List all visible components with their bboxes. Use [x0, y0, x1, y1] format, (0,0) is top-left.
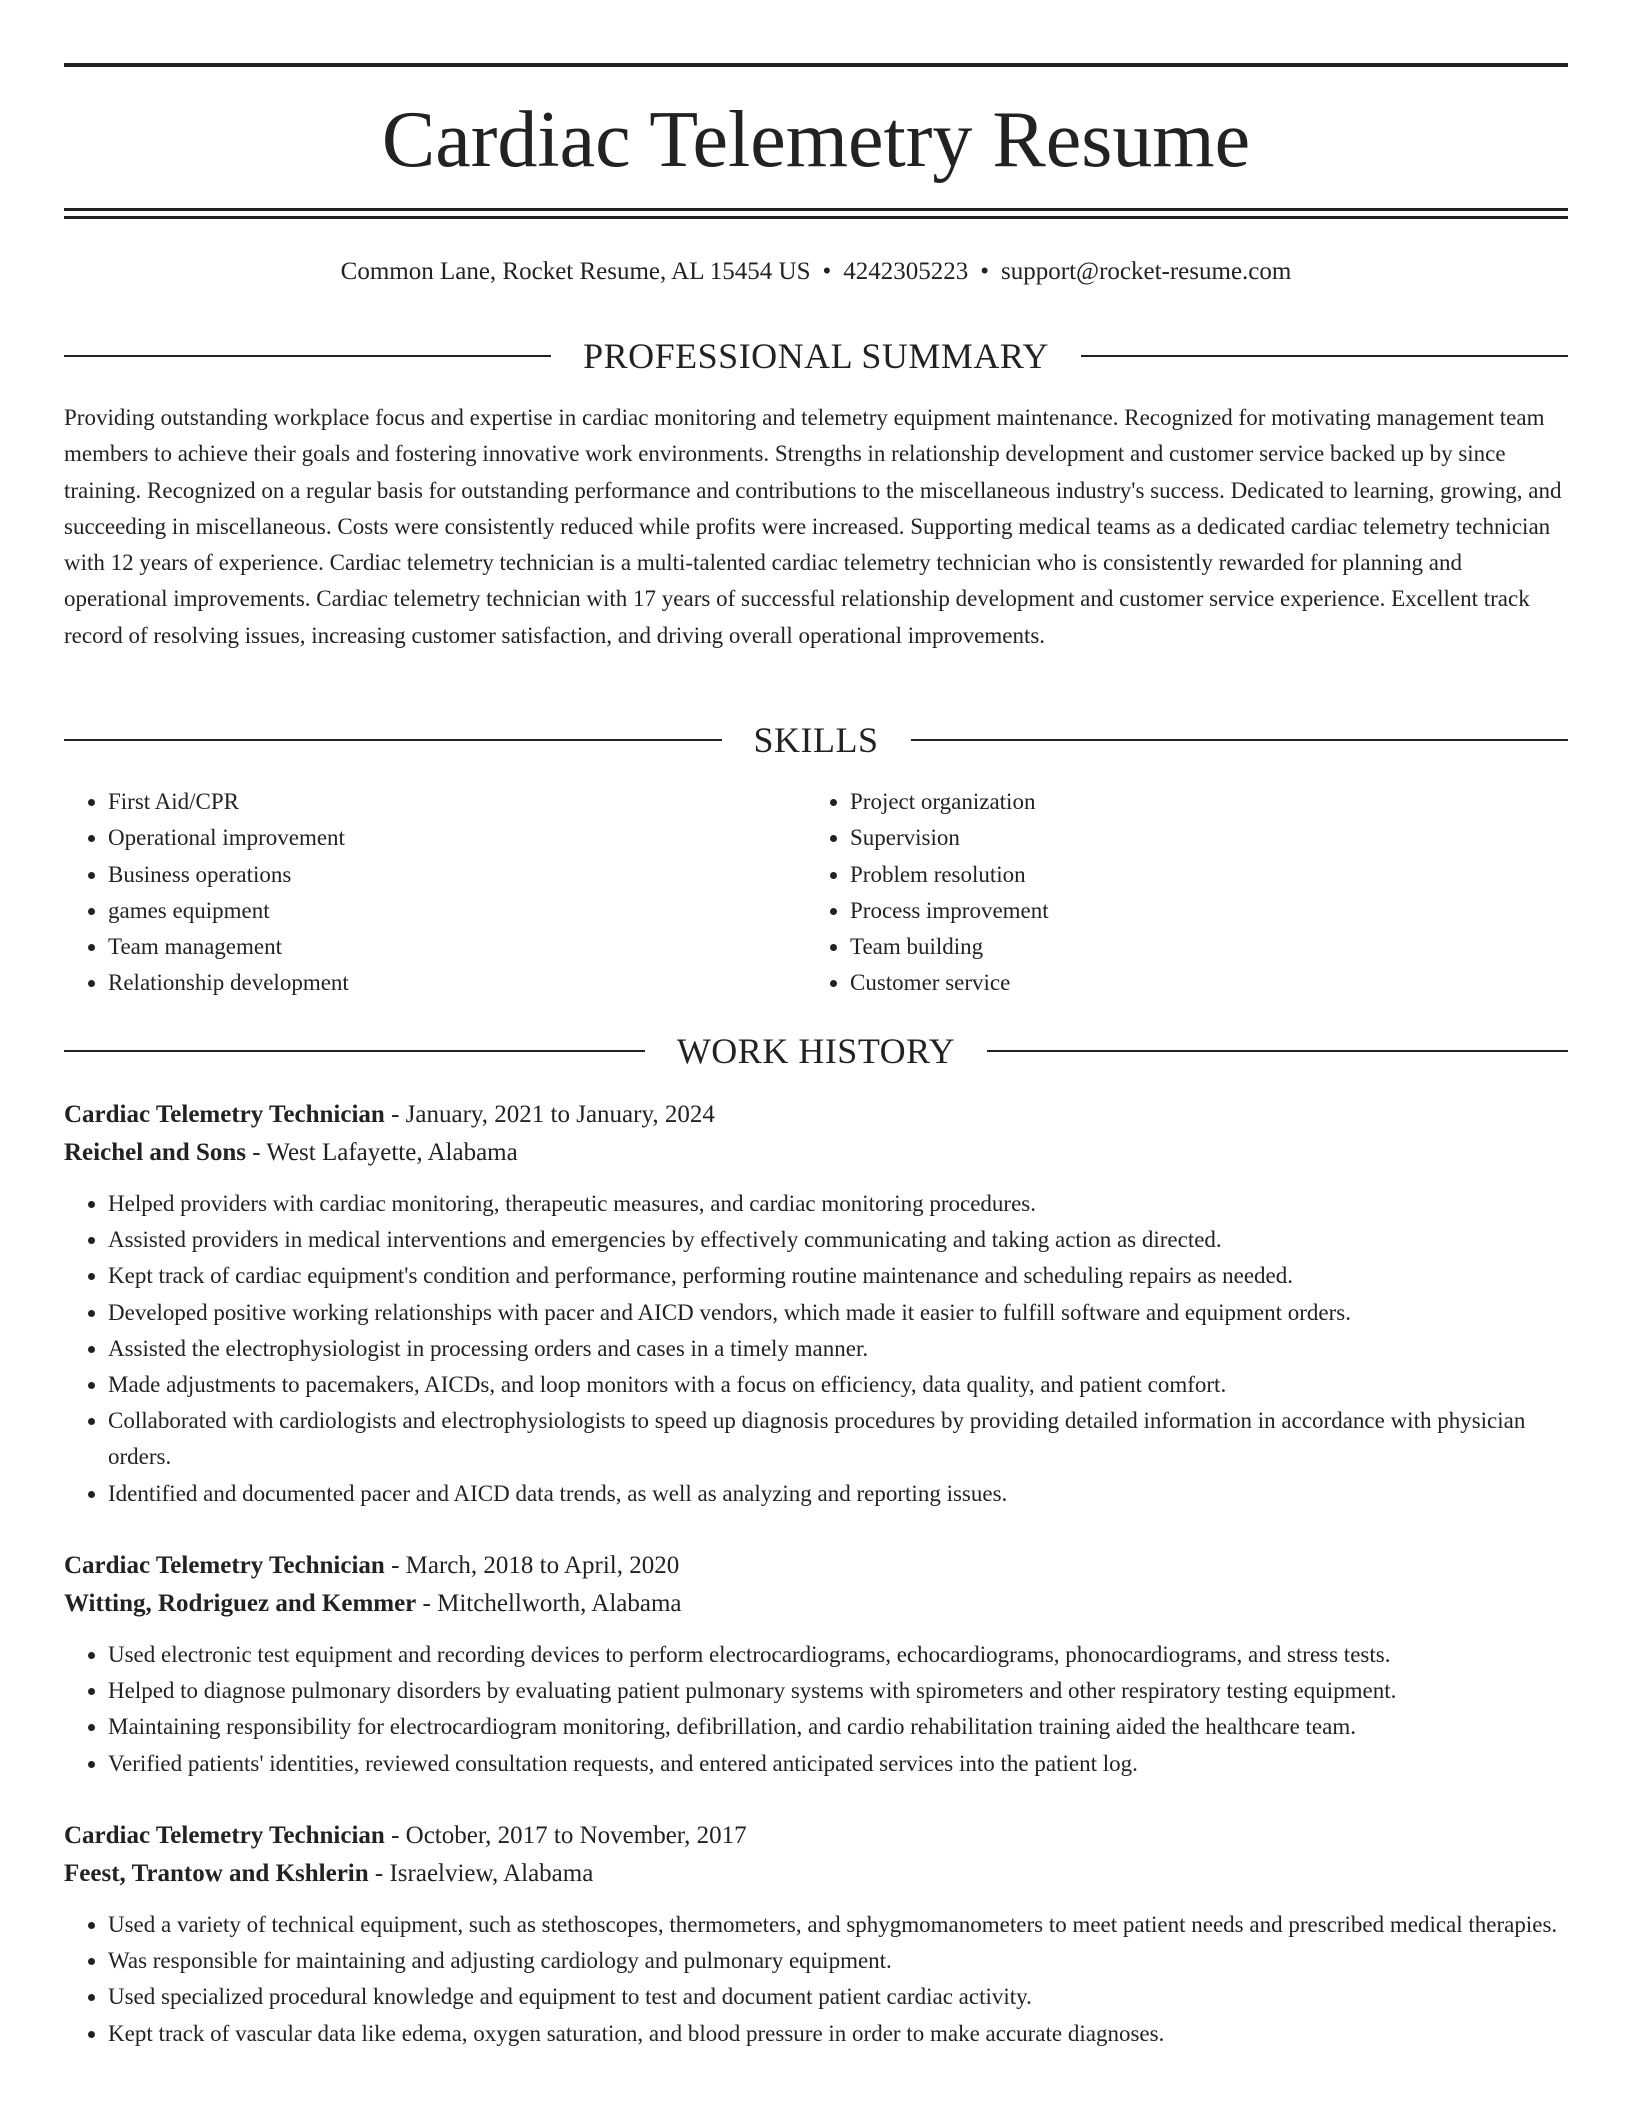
contact-separator: •: [980, 258, 990, 285]
title-rule-upper: [64, 208, 1568, 211]
job-company: Reichel and Sons: [64, 1139, 246, 1166]
contact-email: support@rocket-resume.com: [1001, 258, 1292, 285]
resume-title: Cardiac Telemetry Resume: [381, 96, 1251, 184]
job-entry: [64, 1096, 1568, 1512]
job-duties: [64, 1637, 1568, 1782]
heading-rule: [64, 1050, 645, 1052]
job-company: Witting, Rodriguez and Kemmer: [64, 1590, 417, 1617]
job-title: Cardiac Telemetry Technician: [64, 1101, 385, 1128]
job-company-line: [64, 1855, 1568, 1893]
section-heading-summary: [64, 336, 1568, 376]
skill-item: • Business operations: [108, 857, 806, 893]
skills-column-left: [64, 784, 806, 1002]
job-location: West Lafayette, Alabama: [266, 1139, 518, 1166]
skills-column-right: [806, 784, 1548, 1002]
heading-rule: [1081, 355, 1568, 357]
job-company: Feest, Trantow and Kshlerin: [64, 1860, 369, 1887]
section-heading-skills: [64, 720, 1568, 760]
heading-rule: [64, 355, 551, 357]
contact-separator: •: [822, 258, 832, 285]
duty-item: • Was responsible for maintaining and adjusting cardiology and pulmonary equipment.: [108, 1943, 1568, 1979]
section-title: PROFESSIONAL SUMMARY: [583, 336, 1049, 376]
dash: -: [245, 1139, 267, 1166]
skill-item: • games equipment: [108, 893, 806, 929]
duty-item: • Verified patients' identities, reviewed consultation requests, and entered anticipated services into the patient log.: [108, 1746, 1568, 1782]
job-title: Cardiac Telemetry Technician: [64, 1822, 385, 1849]
job-dates: January, 2021 to January, 2024: [405, 1101, 715, 1128]
duty-item: • Assisted providers in medical interventions and emergencies by effectively communicating and taking action as directed.: [108, 1222, 1568, 1258]
skill-item: • Operational improvement: [108, 820, 806, 856]
heading-rule: [911, 739, 1569, 741]
duty-item: • Developed positive working relationships with pacer and AICD vendors, which made it easier to fulfill software and equipment orders.: [108, 1295, 1568, 1331]
duty-item: • Made adjustments to pacemakers, AICDs, and loop monitors with a focus on efficiency, data quality, and patient comfort.: [108, 1367, 1568, 1403]
job-entry: [64, 1547, 1568, 1782]
skill-item: • Team management: [108, 929, 806, 965]
job-dates: March, 2018 to April, 2020: [405, 1552, 680, 1579]
duty-item: • Assisted the electrophysiologist in processing orders and cases in a timely manner.: [108, 1331, 1568, 1367]
section-title: WORK HISTORY: [676, 1031, 956, 1071]
job-title-line: [64, 1547, 1568, 1585]
heading-rule: [64, 739, 722, 741]
heading-rule: [987, 1050, 1568, 1052]
skill-item: • Problem resolution: [850, 857, 1548, 893]
job-title-line: [64, 1096, 1568, 1134]
job-duties: [64, 1186, 1568, 1512]
skill-item: • Supervision: [850, 820, 1548, 856]
contact-phone: 4242305223: [843, 258, 969, 285]
job-title: Cardiac Telemetry Technician: [64, 1552, 385, 1579]
contact-address: Common Lane, Rocket Resume, AL 15454 US: [340, 258, 811, 285]
job-title-line: [64, 1817, 1568, 1855]
contact-line: [64, 254, 1568, 290]
duty-item: • Used a variety of technical equipment, such as stethoscopes, thermometers, and sphygmomanometers to meet patient needs and prescribed medical therapies.: [108, 1907, 1568, 1943]
duty-item: • Kept track of cardiac equipment's condition and performance, performing routine maintenance and scheduling repairs as needed.: [108, 1258, 1568, 1294]
skill-item: • Process improvement: [850, 893, 1548, 929]
dash: -: [368, 1860, 390, 1887]
duty-item: • Used electronic test equipment and recording devices to perform electrocardiograms, echocardiograms, phonocardiograms, and stress tests.: [108, 1637, 1568, 1673]
duty-item: • Helped to diagnose pulmonary disorders by evaluating patient pulmonary systems with spirometers and other respiratory testing equipment.: [108, 1673, 1568, 1709]
duty-item: • Identified and documented pacer and AICD data trends, as well as analyzing and reporting issues.: [108, 1476, 1568, 1512]
dash: -: [384, 1101, 406, 1128]
job-location: Israelview, Alabama: [389, 1860, 594, 1887]
skill-item: • First Aid/CPR: [108, 784, 806, 820]
duty-item: • Maintaining responsibility for electrocardiogram monitoring, defibrillation, and cardio rehabilitation training aided the healthcare team.: [108, 1709, 1568, 1745]
dash: -: [384, 1552, 406, 1579]
job-dates: October, 2017 to November, 2017: [405, 1822, 747, 1849]
duty-item: • Kept track of vascular data like edema, oxygen saturation, and blood pressure in order to make accurate diagnoses.: [108, 2016, 1568, 2052]
job-duties: [64, 1907, 1568, 2052]
skill-item: • Customer service: [850, 965, 1548, 1001]
duty-item: • Collaborated with cardiologists and electrophysiologists to speed up diagnosis procedures by providing detailed information in accordance with physician orders.: [108, 1403, 1568, 1475]
job-company-line: [64, 1134, 1568, 1172]
dash: -: [384, 1822, 406, 1849]
section-title: SKILLS: [753, 720, 879, 760]
top-rule: [64, 63, 1568, 67]
skill-item: • Team building: [850, 929, 1548, 965]
title-rule-lower: [64, 216, 1568, 219]
section-heading-work-history: [64, 1031, 1568, 1071]
skills-list: [64, 784, 1568, 1002]
duty-item: • Helped providers with cardiac monitoring, therapeutic measures, and cardiac monitoring procedures.: [108, 1186, 1568, 1222]
skill-item: • Project organization: [850, 784, 1548, 820]
job-entry: [64, 1817, 1568, 2052]
duty-item: • Used specialized procedural knowledge and equipment to test and document patient cardiac activity.: [108, 1979, 1568, 2015]
job-location: Mitchellworth, Alabama: [437, 1590, 682, 1617]
professional-summary-text: Providing outstanding workplace focus and expertise in cardiac monitoring and telemetry equipment maintenance. Recognized for motivating management team members to achieve their goals and fostering innovative work environments. Strengths in relationship development and customer service backed up by since training. Recognized on a regular basis for outstanding performance and contributions to the miscellaneous industry's success. Dedicated to learning, growing, and succeeding in miscellaneous. Costs were consistently reduced while profits were increased. Supporting medical teams as a dedicated cardiac telemetry technician with 12 years of experience. Cardiac telemetry technician is a multi-talented cardiac telemetry technician who is consistently rewarded for planning and operational improvements. Cardiac telemetry technician with 17 years of successful relationship development and customer service experience. Excellent track record of resolving issues, increasing customer satisfaction, and driving overall operational improvements.: [64, 405, 1562, 648]
job-company-line: [64, 1585, 1568, 1623]
skill-item: • Relationship development: [108, 965, 806, 1001]
dash: -: [416, 1590, 438, 1617]
